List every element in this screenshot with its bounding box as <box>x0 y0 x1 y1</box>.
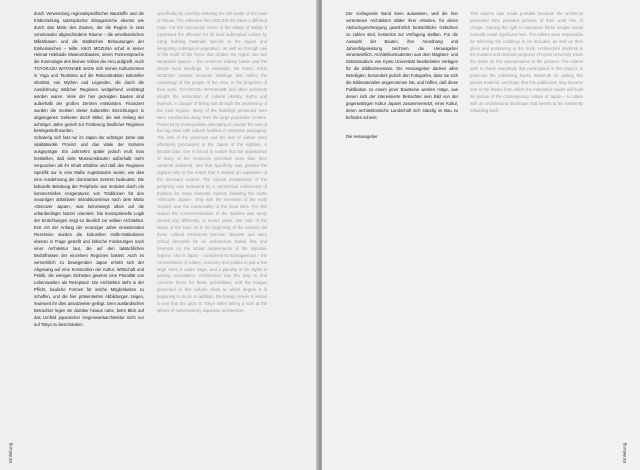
left-german-column <box>34 11 144 411</box>
right-german-signature: Die Herausgeber <box>346 133 378 139</box>
right-page <box>322 0 640 470</box>
right-folio: Einleitung <box>622 442 627 463</box>
left-folio: Einleitung <box>8 442 13 463</box>
left-english-paragraph-1: specifically by carefully restoring the old center of the town of Obuse. The collective firm ATELIER ZO takes a different route. For the community center of the village of Nakijin it expressed the affection for its local subtropical culture by using building materials specific to the region and integrating subtropical vegetation, as well as through use of the motif of the fence that divides the region into two separated spaces – the American military bases and the simple local dwellings. In Hokkaido, his home, KIKO MOZUNA created museum buildings that reflect the cosmology of the people of the Ainu. In the programs of their work, TOYOKAZU WATANABE and other architects sought the restoration of cultural identity, myths and legends, in danger of being lost through the weakening of the rural regions. Many of the buildings presented here were constructed away from the large population centers. Financed by municipalities attempting to counter the loss of the big cities with cultural facilities in attractive packaging. The loss of the provinces and the rest of culture were effectively proclaimed in the Japan of the eighties. A decade later, one is forced to realize that the appearance of many of the museums promised more than their contents delivered, and that specificity was granted the regions only to the extent that it implied an expansion of the dominant centers. The cultural revitalization of the periphery was motivated by a commercial rediscovery of tradition for mass domestic tourism following the motto »Discover Japan«. Only with the recession of the early nineties was the functionality of the local sites. For this reason the commercialization of the facilities was rarely viewed any differently. In recent years, one critic of the status of the town as in the beginning of the nineties did these cultural institutions become obsolete and were critical demands for an architecture based first and foremost on the actual requirements of the separate regions. Also in Japan – considered so homogeneous – the concentration of culture, economy and politics in just a few large cities is under siege, and a plurality of life styles is gaining acceptance. Architecture has the duty to find concrete forms for these possibilities, and the images presented in this volume show to which degree it is beginning to do so. In addition, the foreign viewer is invited to see that the gaze to Tokyo when taking a look at the sphere of contemporary Japanese architecture. <box>157 11 267 313</box>
left-german-paragraph-1: durch Verwendung regionalspezifischer Baustoffe und die Einbeziehung subtropischer Eiisagenische ebenso wie durch das Motiv des Zaunes, der die Region in zwei voneinander abgeschiedene Räume – die amerikanischen Militärbasen und die städtischen Behausungen der Einheimischen – teilte. KIKO MOZUNA schuf in seiner Heimat Hokkaido Museumsbauten, deren Formensprache die Kosmologie des kleinen Volkes der Ainu aufgreift. Auch TOYOKAZU WATANABE setzte sich seinen Kulturzentren in Yoga und Tsushima auf die Rekonstruktion kultureller Identität, von Mythen und Legenden, die durch die Ausdehnung östlicher Regionen weitgehend verdrängt worden waren. Viele der hier gezeigten Bauten sind außerhalb der großen Zentren entstanden. Finanziert wurden die meisten dieser kulturellen Einrichtungen in abgelegenen Gebieten durch Mittel, die seit Anfang der achtziger Jahre gezielt zur Förderung ländlicher Regionen bereitgestellt wurden. <box>34 11 144 134</box>
left-german-paragraph-2: Schwierig sich fast nur im Japan der achtziger Jahre das vitalitätsvolle Provinz und das vitale der Kulturen ausgeprägte. Ein Jahrzehnt später jedoch muß man feststellen, daß viele Museumsbauten außerhalb mehr verpuschen als ihr Inhalt erblühte und daß den Regionen Spezifik nur in eine Maße zugestanden wurde, wie dies eine Ausdehnung der dominanten Zentren bedeutete. Die kulturelle Belebung der Peripherie war motiviert durch ein kommerzielles Ansgeraturen von Traditionen für den neuartigen attraktiven Inlandstourismus nach dem Motto »Discover Japan«, was keineswegs allein auf die urbanbedingte Nutzer orientiert. Die konzeptionelle Logik der Einrichtungen zeigt so deutlich zur selben Architektur. Erst mit der Anfang der neunziger Jahre einsetzenden Rezession wurden die kulturellen Hülle-Institutionen ebenso in Frage gestellt und kritische Forderungen nach einer Architektur laut, die auf den tatsächlichen Bedürfnissen der einzelnen Regionen basiert. Auch im vermehrlich zu bewegenden Japan erhebt sich der Abgesang auf eine Konsumtion der Kultur, Wirtschaft und Politik, die wenigen Einheiten gewinnt eine Pluralität von Lebenswelten als Rezeptanz. Die Architektur steht in der Pflicht, bauliche Formen für solche Möglichkeiten zu schaffen, und die hier präsentierten Abbildungen zeigen, inwieweit ihr dies ansatzweise gelingt. Dem ausländischen Betrachter legen sie darüber hinaus nahe, beim Blick auf das Umfeld japanischer Gegenwartsarchitektur nicht nur auf Tokyo zu beschränken. <box>34 135 144 327</box>
left-english-column <box>157 11 267 439</box>
right-english-paragraph-1: This volume was made possible because the architects presented here provided pictures of their work free of charge. Gaining the right to reproduce these images would normally entail significant fees. The editors were responsible for selecting the buildings to be included, as well as their place and positioning in the book. Architecture students in the masters and doctoral programs of Kyoto University wrote the drafts for the commentaries to the pictures. The editors wish to thank everybody that participated in this project, in particular the publishing house Wasmuth for adding this picture material, and hope that this publication may become one of the blocks from which the interested reader will build his picture of the contemporary culture of Japan – a culture with an architectural landscape that seems to be constantly rebuilding itself. <box>470 11 583 113</box>
right-german-paragraph-1: Der vorliegende Band kann ausweisen, weil die hier vertretenen Architekten Bilder ihrer Arbeiten, für deren Abdruckgenehmigung gewöhnlich beträchtliche Gebühren zu zahlen sind, kostenlos zur Verfügung stellten. Für die Auswahl der Bauten, ihre Anordnung und Jahresfolgeleistung zeichnen die Herausgeber verantwortlich. Architekturstudenten aus dem Magister- und Doktorstudium von Kyoto Universität bearbeiteten Vorlagen für die Bildkommentare. Die Herausgeber danken allen Beteiligten, besonders jedoch den Fotografen, dass sie sich die Bildmaterialien angenommen hat, und hoffen, daß diese Publikation zu einem jener Bausteine werden möge, aus denen sich der interessierte Betrachter sein Bild von der gegenwärtigen Kultur Japans zusammensetzt, einer Kultur, deren architektonische Landschaft sich ständig im Bau zu befinden scheint. <box>346 11 458 120</box>
right-english-column <box>470 11 583 183</box>
left-page <box>0 0 318 470</box>
right-german-column <box>346 11 458 151</box>
